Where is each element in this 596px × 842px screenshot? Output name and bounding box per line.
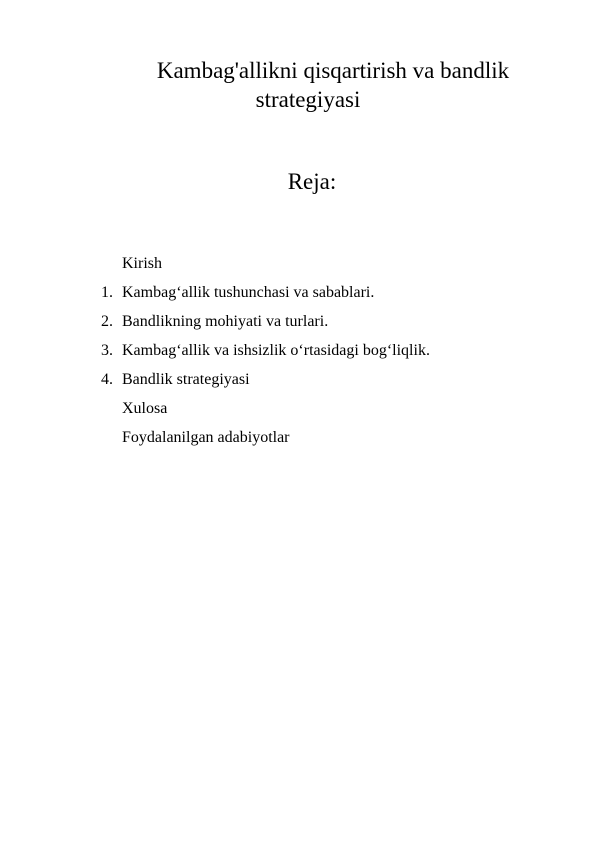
plan-item [0, 249, 596, 278]
document-title-line-2: strategiyasi [255, 87, 361, 112]
plan-item [0, 423, 596, 452]
plan-item-text: Kambag‘allik va ishsizlik o‘rtasidagi bog‘liqlik. [122, 342, 430, 359]
plan-item [0, 336, 596, 365]
plan-item [0, 365, 596, 394]
plan-item-number: 2. [101, 313, 113, 330]
plan-item [0, 278, 596, 307]
plan-item-number: 1. [101, 284, 113, 301]
plan-item-text: Foydalanilgan adabiyotlar [122, 429, 290, 446]
plan-item-text: Xulosa [122, 400, 168, 417]
plan-item [0, 307, 596, 336]
plan-item-text: Kambag‘allik tushunchasi va sabablari. [122, 284, 375, 301]
plan-item-text: Bandlik strategiyasi [122, 371, 250, 388]
plan-item-text: Bandlikning mohiyati va turlari. [122, 313, 329, 330]
plan-item-text: Kirish [122, 255, 162, 272]
plan-item-number: 3. [101, 342, 113, 359]
document-title-line-1: Kambag'allikni qisqartirish va bandlik [156, 58, 510, 83]
plan-item [0, 394, 596, 423]
plan-heading: Reja: [287, 169, 337, 194]
plan-list [0, 249, 596, 452]
plan-item-number: 4. [101, 371, 113, 388]
